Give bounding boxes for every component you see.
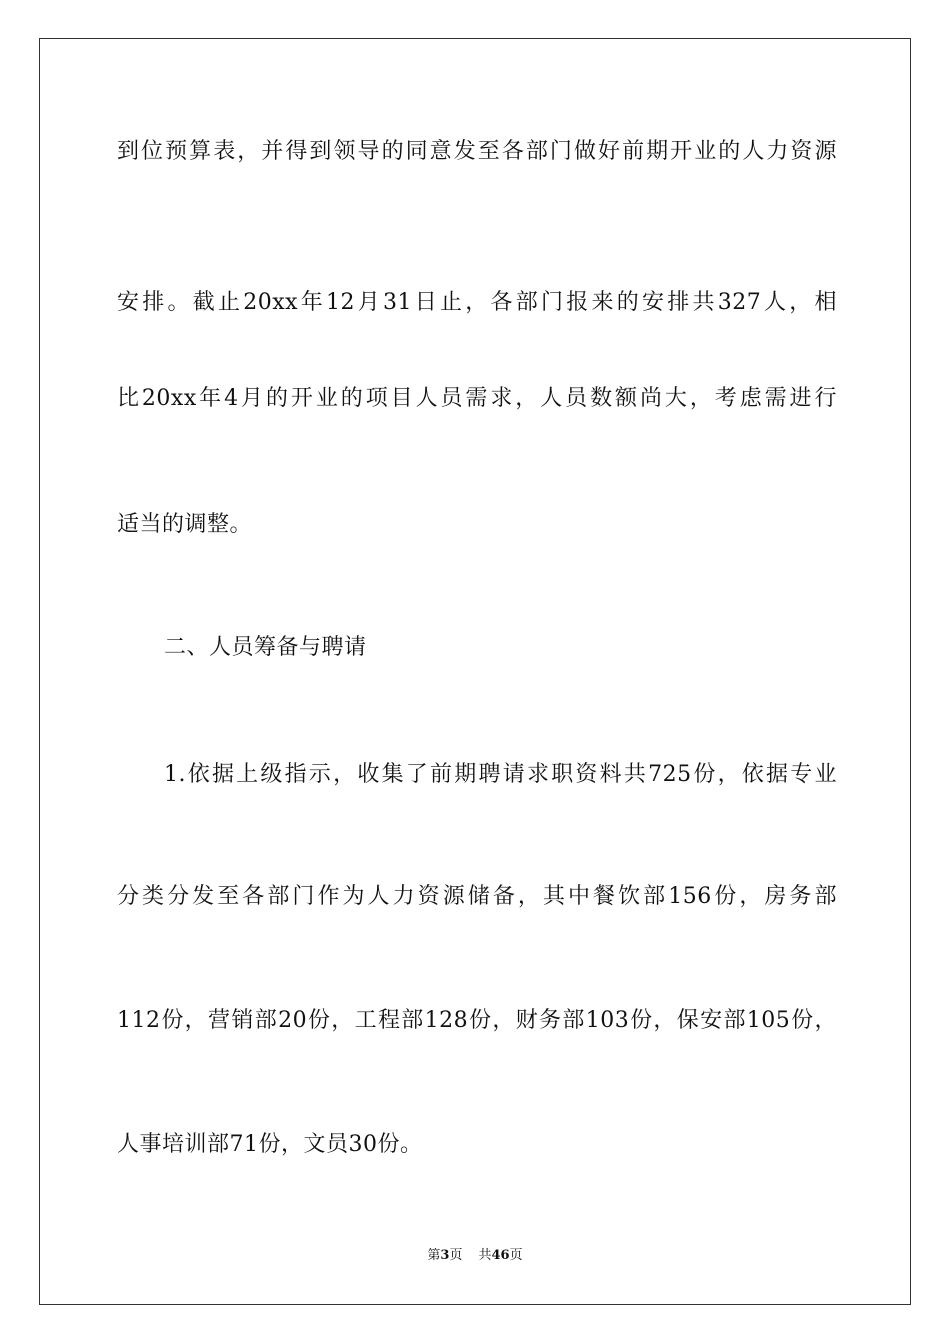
page-prefix: 第 <box>427 1248 441 1263</box>
page-number: 3 <box>440 1248 450 1263</box>
paragraph-line: 适当的调整。 <box>117 512 253 537</box>
page-border <box>39 38 911 1305</box>
paragraph-line: 112份，营销部20份，工程部128份，财务部103份，保安部105份， <box>117 1008 837 1033</box>
total-suffix: 页 <box>509 1248 523 1263</box>
paragraph-line: 安排。截止20xx年12月31日止，各部门报来的安排共327人，相 <box>117 290 837 315</box>
paragraph-line: 人事培训部71份，文员30份。 <box>117 1132 423 1157</box>
page-footer <box>0 1247 950 1265</box>
section-heading: 二、人员筹备与聘请 <box>164 635 367 660</box>
page-suffix: 页 <box>449 1248 463 1263</box>
paragraph-line: 比20xx年4月的开业的项目人员需求，人员数额尚大，考虑需进行 <box>117 386 837 411</box>
total-pages: 46 <box>491 1248 510 1263</box>
paragraph-line: 分类分发至各部门作为人力资源储备，其中餐饮部156份，房务部 <box>117 884 837 909</box>
total-prefix: 共 <box>478 1248 492 1263</box>
paragraph-line: 到位预算表，并得到领导的同意发至各部门做好前期开业的人力资源 <box>117 139 837 164</box>
paragraph-line: 1.依据上级指示，收集了前期聘请求职资料共725份，依据专业 <box>164 762 837 787</box>
